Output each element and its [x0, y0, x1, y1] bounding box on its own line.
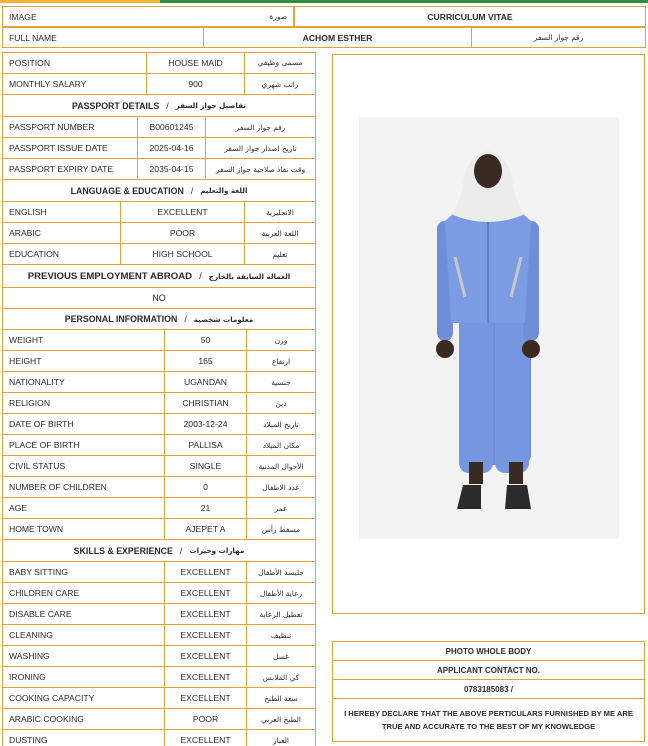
row-label-ar: الانجليزية: [244, 202, 315, 222]
table-row: [3, 455, 315, 476]
table-row: [3, 603, 315, 624]
row-label-ar: تعطيل الرعاية: [246, 604, 315, 624]
row-label-ar: جليسة الأطفال: [246, 562, 315, 582]
contact-label: APPLICANT CONTACT NO.: [437, 665, 540, 675]
row-value: B00601245: [137, 117, 205, 137]
row-label-ar: رعاية الأطفال: [246, 583, 315, 603]
row-value: UGANDAN: [164, 372, 246, 392]
section-header: [3, 94, 315, 116]
row-label: HOME TOWN: [9, 524, 64, 534]
row-label: EDUCATION: [9, 249, 59, 259]
table-row: [3, 476, 315, 497]
contact-label-box: [332, 660, 645, 680]
row-value: EXCELLENT: [164, 562, 246, 582]
row-label: DATE OF BIRTH: [9, 419, 74, 429]
header-image-cell: [2, 6, 294, 27]
row-label-ar: غسل: [246, 646, 315, 666]
table-row: [3, 350, 315, 371]
row-label: AGE: [9, 503, 28, 513]
row-label: MONTHLY SALARY: [9, 79, 87, 89]
row-value: 900: [146, 74, 244, 94]
section-title-ar: العمالة السابقة بالخارج: [208, 271, 291, 281]
image-label-ar: صورة: [269, 12, 287, 21]
row-label: PASSPORT ISSUE DATE: [9, 143, 108, 153]
section-title: PERSONAL INFORMATION: [64, 314, 178, 324]
section-title: SKILLS & EXPERIENCE: [73, 545, 173, 556]
row-label: NUMBER OF CHILDREN: [9, 482, 107, 492]
row-label: RELIGION: [9, 398, 51, 408]
table-row: [3, 73, 315, 94]
row-value: EXCELLENT: [164, 625, 246, 645]
row-label-ar: اللغة العربية: [244, 223, 315, 243]
section-separator: /: [199, 270, 202, 282]
section-title: LANGUAGE & EDUCATION: [70, 185, 184, 196]
row-value: CHRISTIAN: [164, 393, 246, 413]
table-row: [3, 116, 315, 137]
row-label-ar: عمر: [246, 498, 315, 518]
table-row: [3, 392, 315, 413]
table-row: [3, 413, 315, 434]
row-label: PASSPORT NUMBER: [9, 122, 95, 132]
row-label-ar: تاريخ اصدار جواز السفر: [205, 138, 315, 158]
contact-value-box: [332, 679, 645, 699]
row-label-ar: مكان الميلاد: [246, 435, 315, 455]
image-label: IMAGE: [9, 11, 37, 22]
section-separator: /: [166, 100, 169, 111]
declaration-box: [332, 698, 645, 742]
full-name-label: FULL NAME: [9, 32, 57, 43]
row-value: AJEPET A: [164, 519, 246, 539]
contact-value: 0783185083 /: [464, 684, 513, 694]
row-label-ar: مسمى وظيفي: [244, 52, 315, 73]
row-value: EXCELLENT: [164, 604, 246, 624]
table-row: [3, 243, 315, 264]
row-value: PALLISA: [164, 435, 246, 455]
row-label: DUSTING: [9, 735, 48, 745]
section-title-ar: اللغة والتعليم: [200, 186, 248, 195]
row-label-ar: عدد الاطفال: [246, 477, 315, 497]
row-label: COOKING CAPACITY: [9, 693, 95, 703]
row-value: EXCELLENT: [164, 646, 246, 666]
row-value: EXCELLENT: [164, 667, 246, 687]
row-label-ar: راتب شهري: [244, 74, 315, 94]
table-row: [3, 729, 315, 746]
row-label: CLEANING: [9, 630, 53, 640]
row-label: ARABIC: [9, 228, 41, 238]
row-label: BABY SITTING: [9, 567, 69, 577]
table-row: [3, 666, 315, 687]
section-header: [3, 539, 315, 561]
row-label: DISABLE CARE: [9, 609, 72, 619]
details-table: [2, 52, 316, 746]
row-value: 2035-04-15: [137, 159, 205, 179]
employment-value-row: [3, 287, 315, 308]
table-row: [3, 329, 315, 350]
row-value: 50: [164, 330, 246, 350]
section-header: [3, 264, 315, 287]
row-label-ar: كي الملابس: [246, 667, 315, 687]
row-label-ar: سعة الطبخ: [246, 688, 315, 708]
row-label-ar: تعليم: [244, 244, 315, 264]
section-header: [3, 179, 315, 201]
section-title-ar: تفاصيل جواز السفر: [175, 101, 246, 110]
row-label-ar: وزن: [246, 330, 315, 350]
row-label: ARABIC COOKING: [9, 714, 84, 724]
full-name-value: ACHOM ESTHER: [203, 28, 471, 47]
table-row: [3, 137, 315, 158]
section-title-ar: مهارات وخبرات: [189, 546, 245, 555]
row-value: 21: [164, 498, 246, 518]
section-title: PASSPORT DETAILS: [72, 100, 160, 111]
row-label: WASHING: [9, 651, 50, 661]
cv-title-cell: [294, 6, 646, 27]
full-name-row: [2, 27, 646, 48]
row-label-ar: الطبخ العربي: [246, 709, 315, 729]
section-separator: /: [184, 314, 187, 324]
row-value: 2003-12-24: [164, 414, 246, 434]
row-label: NATIONALITY: [9, 377, 65, 387]
cv-title: CURRICULUM VITAE: [427, 11, 513, 22]
photo-caption-box: [332, 641, 645, 661]
row-label-ar: تاريخ الميلاد: [246, 414, 315, 434]
row-label-ar: تنظيف: [246, 625, 315, 645]
row-value: 2025-04-16: [137, 138, 205, 158]
row-value: POOR: [120, 223, 244, 243]
row-value: EXCELLENT: [120, 202, 244, 222]
section-title: PREVIOUS EMPLOYMENT ABROAD: [27, 270, 193, 282]
table-row: [3, 201, 315, 222]
table-row: [3, 582, 315, 603]
row-value: POOR: [164, 709, 246, 729]
row-value: EXCELLENT: [164, 730, 246, 746]
row-label-ar: دين: [246, 393, 315, 413]
table-row: [3, 561, 315, 582]
table-row: [3, 371, 315, 392]
table-row: [3, 158, 315, 179]
section-title-ar: معلومات شخصية: [193, 314, 254, 324]
table-row: [3, 434, 315, 455]
row-value: 165: [164, 351, 246, 371]
row-label: ENGLISH: [9, 207, 47, 217]
table-row: [3, 624, 315, 645]
row-label: CIVIL STATUS: [9, 461, 66, 471]
table-row: [3, 518, 315, 539]
table-row: [3, 645, 315, 666]
row-label-ar: رقم جواز السفر: [205, 117, 315, 137]
row-label-ar: الأحوال المدنية: [246, 456, 315, 476]
photo-caption: PHOTO WHOLE BODY: [445, 646, 532, 656]
table-row: [3, 687, 315, 708]
photo-frame: [332, 54, 645, 614]
row-label-ar: جنسية: [246, 372, 315, 392]
passport-label-ar: رقم جواز السفر: [471, 28, 645, 47]
top-accent-strip: [0, 0, 648, 4]
row-label: POSITION: [9, 57, 51, 68]
row-label-ar: وقت نفاذ صلاحية جواز السفر: [205, 159, 315, 179]
row-label-ar: مسقط رأس: [246, 519, 315, 539]
row-label: PASSPORT EXPIRY DATE: [9, 164, 114, 174]
table-row: [3, 708, 315, 729]
employment-value: NO: [152, 293, 166, 303]
row-label: CHILDREN CARE: [9, 588, 80, 598]
row-label-ar: الغبار: [246, 730, 315, 746]
row-label: WEIGHT: [9, 335, 44, 345]
section-header: [3, 308, 315, 329]
row-label-ar: ارتفاع: [246, 351, 315, 371]
row-label: HEIGHT: [9, 356, 42, 366]
applicant-photo: [359, 117, 619, 539]
table-row: [3, 497, 315, 518]
section-separator: /: [190, 185, 194, 196]
row-label: IRONING: [9, 672, 46, 682]
row-value: HOUSE MAID: [146, 52, 244, 73]
row-value: EXCELLENT: [164, 583, 246, 603]
section-separator: /: [179, 545, 183, 556]
row-label: PLACE OF BIRTH: [9, 440, 80, 450]
declaration-text: I HEREBY DECLARE THAT THE ABOVE PERTICULARS FURNISHED BY ME ARE TRUE AND ACCURATE TO THE BEST OF MY KNOWLEDGE: [344, 709, 633, 731]
row-value: EXCELLENT: [164, 688, 246, 708]
table-row: [3, 222, 315, 243]
table-row: [3, 52, 315, 73]
row-value: SINGLE: [164, 456, 246, 476]
row-value: HIGH SCHOOL: [120, 244, 244, 264]
row-value: 0: [164, 477, 246, 497]
